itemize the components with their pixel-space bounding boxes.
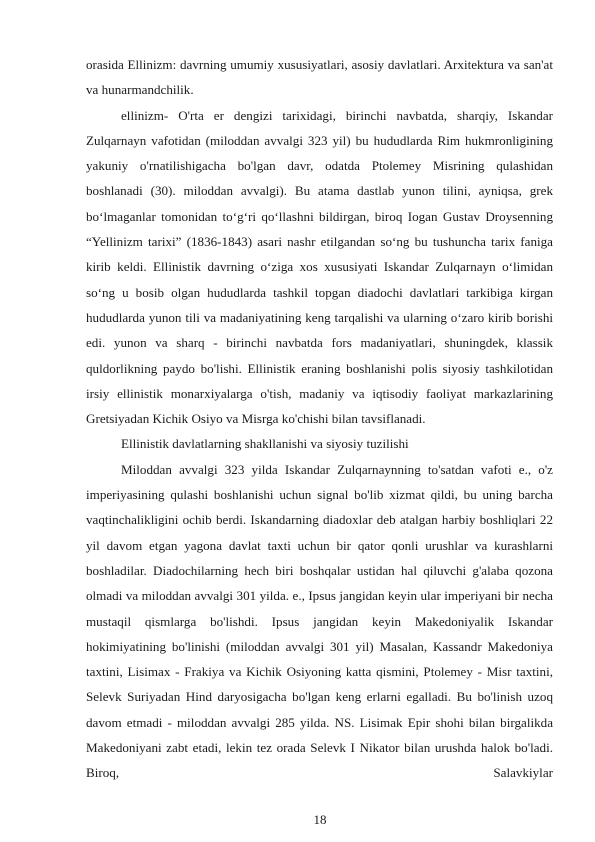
page-number: 18 (313, 812, 327, 827)
hellenism-definition-paragraph: ellinizm- O'rta er dengizi tarixidagi, birinchi navbatda, sharqiy, Iskandar Zulqarnayn vafotidan (miloddan avvalgi 323 yil) bu hududlarda Rim hukmronligining yakuniy o'rnatilishigacha bo'lgan davr, odatda Ptolemey Misrining qulashidan boshlanadi (30). miloddan avvalgi). Bu atama dastlab yunon tilini, ayniqsa, grek bo‘lmaganlar tomonidan to‘g‘ri qo‘llashni bildirgan, biroq Iogan Gustav Droysenning “Yellinizm tarixi” (1836-1843) asari nashr etilgandan so‘ng bu tushuncha tarix faniga kirib keldi. Ellinistik davrning o‘ziga xos xususiyati Iskandar Zulqarnayn o‘limidan so‘ng u bosib olgan hududlarda tashkil topgan diadochi davlatlari tarkibiga kirgan hududlarda yunon tili va madaniyatining keng tarqalishi va ularning o‘zaro kirib borishi edi. yunon va sharq - birinchi navbatda fors madaniyatlari, shuningdek, klassik quldorlikning paydo bo'lishi. Ellinistik eraning boshlanishi polis siyosiy tashkilotidan irsiy ellinistik monarxiyalarga o'tish, madaniy va iqtisodiy faoliyat markazlarining Gretsiyadan Kichik Osiyo va Misrga ko'chishi bilan tavsiflanadi. (86, 107, 553, 427)
diadochi-paragraph: Miloddan avvalgi 323 yilda Iskandar Zulqarnaynning to'satdan vafoti e., o'z imperiyasining qulashi boshlanishi uchun signal bo'lib xizmat qildi, bu uning barcha vaqtinchalikligini ochib berdi. Iskandarning diadoxlar deb atalgan harbiy boshliqlari 22 yil davom etgan yagona davlat taxti uchun bir qator qonli urushlar va kurashlarni boshladilar. Diadochilarning hech biri boshqalar ustidan hal qiluvchi g'alaba qozona olmadi va miloddan avvalgi 301 yilda. e., Ipsus jangidan keyin ular imperiyani bir necha mustaqil qismlarga bo'lishdi. Ipsus jangidan keyin Makedoniyalik Iskandar hokimiyatining bo'linishi (miloddan avvalgi 301 yil) Masalan, Kassandr Makedoniya taxtini, Lisimax - Frakiya va Kichik Osiyoning katta qismini, Ptolemey - Misr taxtini, Selevk Suriyadan Hind daryosigacha bo'lgan keng erlarni egalladi. Bu bo'linish uzoq davom etmadi - miloddan avvalgi 285 yilda. NS. Lisimak Epir shohi bilan birgalikda Makedoniyani zabt etadi, lekin tez orada Selevk I Nikator bilan urushda halok bo'ladi. Biroq, Salavkiylar (86, 461, 553, 781)
intro-paragraph: orasida Ellinizm: davrning umumiy xususiyatlari, asosiy davlatlari. Arxitektura va san'at va hunarmandchilik. (86, 57, 553, 98)
document-body (86, 52, 553, 786)
section-heading: Ellinistik davlatlarning shakllanishi va siyosiy tuzilishi (121, 436, 409, 452)
